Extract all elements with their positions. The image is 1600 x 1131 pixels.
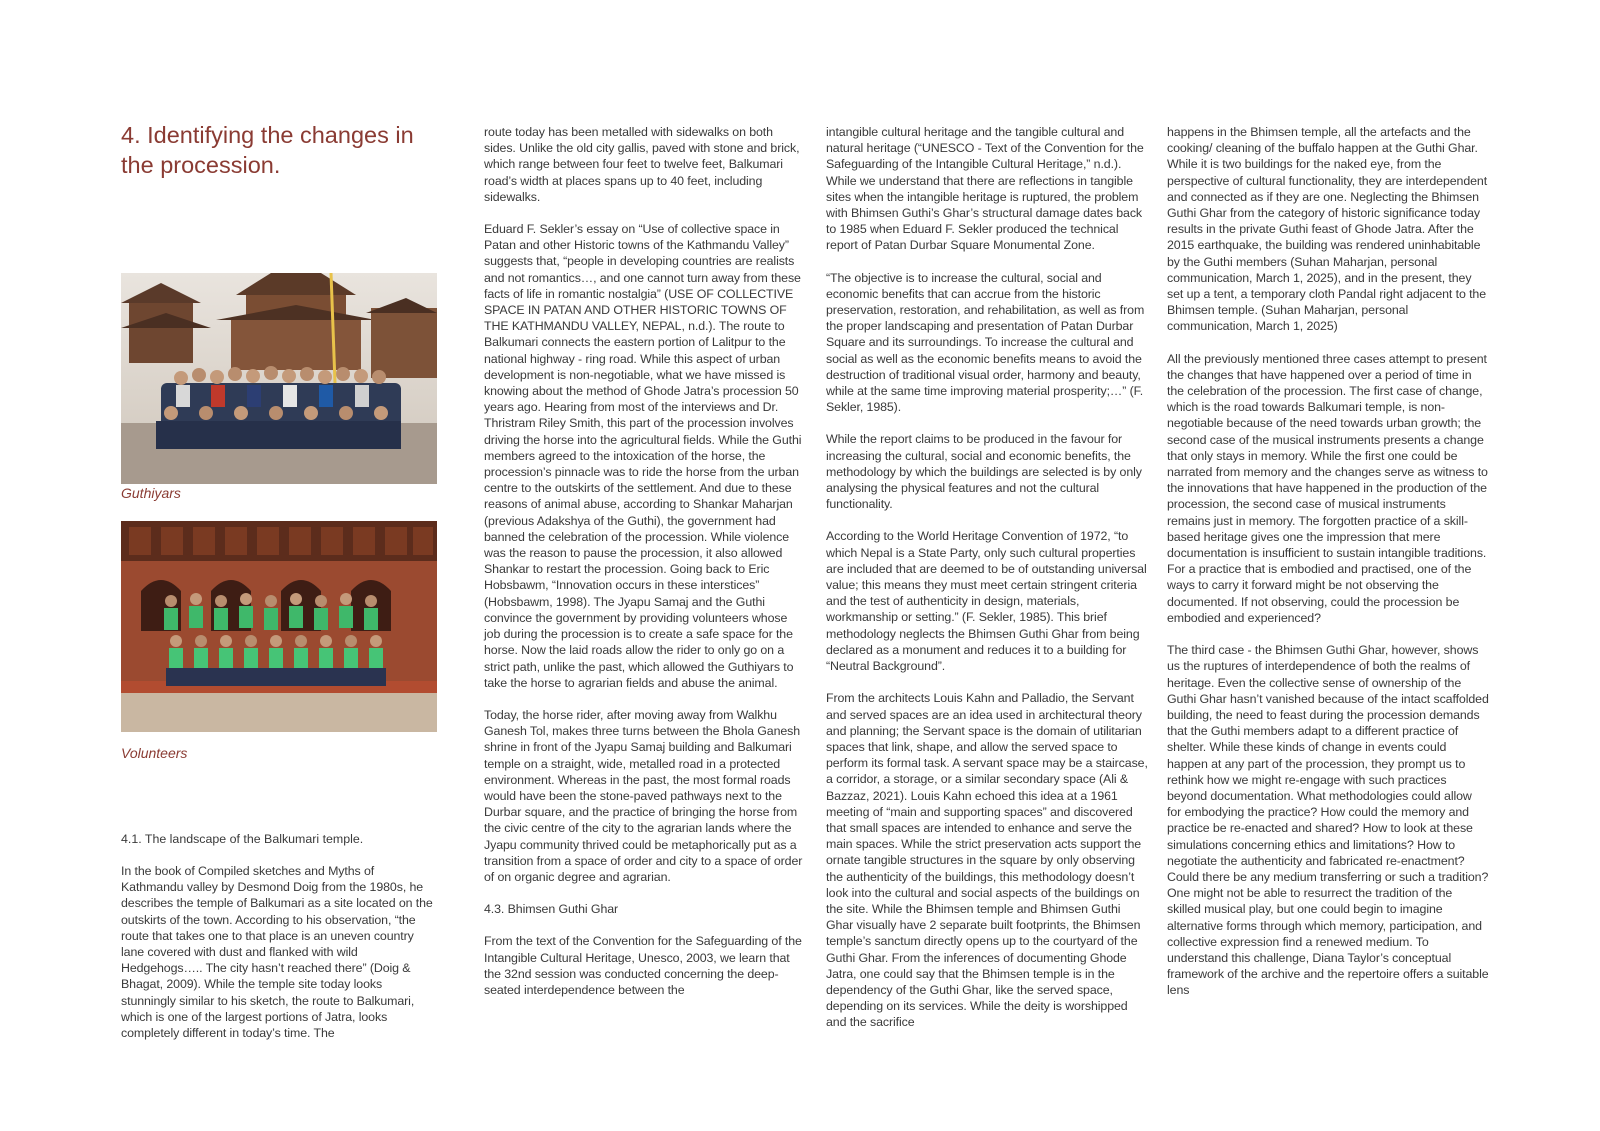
guthiyars-photo-illustration bbox=[121, 273, 437, 484]
subsection-4-1-paragraph: In the book of Compiled sketches and Myths of Kathmandu valley by Desmond Doig from the 1980s, he describes the temple of Balkumari as a site located on the outskirts of the town. According to his observation, “the route that takes one to that place is an uneven country lane covered with dust and flanked with wild Hedgehogs….. The city hasn’t reached there” (Doig & Bhagat, 2009). While the temple site today looks stunningly similar to his sketch, the route to Balkumari, which is one of the largest portions of Jatra, looks completely different in today’s time. The bbox=[121, 864, 433, 1041]
figure-caption-volunteers: Volunteers bbox=[121, 745, 188, 761]
volunteers-photo-illustration bbox=[121, 521, 437, 732]
subsection-heading-4-1: 4.1. The landscape of the Balkumari temple. bbox=[121, 832, 364, 846]
column-4-paragraph-3: The third case - the Bhimsen Guthi Ghar, however, shows us the ruptures of interdependence of both the realms of heritage. Even the collective sense of ownership of the Guthi Ghar hasn’t vanished because of the intact scaffolded building, the need to feast during the procession demands that the Guthi members adapt to a different practice of shelter. While these kinds of change in events could happen at any part of the procession, they prompt us to rethink how we might re-engage with such practices beyond documentation. What methodologies could allow for embodying the practice? How could the memory and practice be re-enacted and shared? How to look at these simulations concerning ethics and limitations? How to negotiate the authenticity and fabricated re-enactment? Could there be any medium transferring or such a tradition? One might not be able to resurrect the tradition of the skilled musical play, but one could begin to imagine alternative forms through which memory, participation, and collective expression find a renewed medium. To understand this challenge, Diana Taylor’s conceptual framework of the archive and the repertoire offers a suitable lens bbox=[1167, 643, 1489, 998]
column-2-paragraph-4: From the text of the Convention for the Safeguarding of the Intangible Cultural Heritage, Unesco, 2003, we learn that the 32nd session was conducted concerning the deep-seated interdependence between the bbox=[484, 934, 802, 997]
column-4 bbox=[1167, 124, 1489, 1015]
column-3-paragraph-3: While the report claims to be produced in the favour for increasing the cultural, social and economic benefits, the methodology by which the buildings are selected is by only analysing the physical features and not the cultural functionality. bbox=[826, 432, 1142, 512]
column-4-paragraph-1: happens in the Bhimsen temple, all the artefacts and the cooking/ cleaning of the buffalo happen at the Guthi Ghar. While it is two buildings for the naked eye, from the perspective of cultural functionality, they are interdependent and connected as if they are one. Neglecting the Bhimsen Guthi Ghar from the category of historic significance today results in the private Guthi feast of Ghode Jatra. After the 2015 earthquake, the building was rendered uninhabitable by the Guthi members (Suhan Maharjan, personal communication, March 1, 2025), and in the present, they set up a tent, a temporary cloth Pandal right adjacent to the Bhimsen temple. (Suhan Maharjan, personal communication, March 1, 2025) bbox=[1167, 125, 1488, 334]
column-3-paragraph-4: According to the World Heritage Convention of 1972, “to which Nepal is a State Party, only such cultural properties are included that are deemed to be of outstanding universal value; this means they must meet certain stringent criteria and the test of authenticity in design, materials, workmanship or setting.” (F. Sekler, 1985). This brief methodology neglects the Bhimsen Guthi Ghar from being declared as a monument and reduces it to a building for “Neutral Background”. bbox=[826, 529, 1147, 674]
column-3-paragraph-5: From the architects Louis Kahn and Palladio, the Servant and served spaces are an idea used in architectural theory and planning; the Servant space is the domain of utilitarian spaces that link, shape, and allow the served space to perform its formal task. A servant space may be a staircase, a corridor, a storage, or a similar secondary space (Ali & Bazzaz, 2021). Louis Kahn echoed this idea at a 1961 meeting of “main and supporting spaces” and discovered that small spaces are intended to enhance and serve the main spaces. While the strict preservation acts support the ornate tangible structures in the square by only observing the authenticity of the buildings, this methodology doesn’t look into the cultural and social aspects of the buildings on the site. While the Bhimsen temple and Bhimsen Guthi Ghar visually have 2 separate built footprints, the Bhimsen temple’s sanctum directly opens up to the courtyard of the Guthi Ghar. From the inferences of documenting Ghode Jatra, one could say that the Bhimsen temple is in the dependency of the Guthi Ghar, like the served space, depending on its services. While the deity is worshipped and the sacrifice bbox=[826, 691, 1148, 1030]
figure-caption-guthiyars: Guthiyars bbox=[121, 485, 181, 501]
column-3 bbox=[826, 124, 1148, 1047]
column-3-paragraph-2: “The objective is to increase the cultural, social and economic benefits that can accrue from the historic preservation, restoration, and rehabilitation, as well as from the proper landscaping and presentation of Patan Durbar Square and its surroundings. To increase the cultural and social as well as the economic benefits means to avoid the destruction of traditional visual order, harmony and beauty, while at the same time improving material prosperity;…” (F. Sekler, 1985). bbox=[826, 270, 1145, 415]
section-title: 4. Identifying the changes in the procession. bbox=[121, 122, 414, 178]
column-2-paragraph-2: Eduard F. Sekler’s essay on “Use of collective space in Patan and other Historic towns of the Kathmandu Valley” suggests that, “people in developing countries are realists and not romantics…, and one cannot turn away from these facts of life in romantic nostalgia” (USE OF COLLECTIVE SPACE IN PATAN AND OTHER HISTORIC TOWNS OF THE KATHMANDU VALLEY, NEPAL, n.d.). The route to Balkumari connects the eastern portion of Lalitpur to the national highway - ring road. While this aspect of urban development is non-negotiable, what we have missed is knowing about the method of Ghode Jatra’s procession 50 years ago. Hearing from most of the interviews and Dr. Thristram Riley Smith, this part of the procession involves driving the horse into the agricultural fields. While the Guthi members agreed to the intoxication of the horse, the procession’s pinnacle was to ride the horse from the urban centre to the outskirts of the settlement. And due to these reasons of animal abuse, according to Shankar Maharjan (previous Adakshya of the Guthi), the government had banned the celebration of the procession. While violence was the reason to pause the procession, it also allowed Shankar to restart the procession. Going back to Eric Hobsbawm, “Innovation occurs in these interstices” (Hobsbawm, 1998). The Jyapu Samaj and the Guthi convince the government by providing volunteers whose job during the procession is to create a safe space for the horse. Now the laid roads allow the rider to only go on a strict path, unlike the past, which allowed the Guthiyars to take the horse to agrarian fields and abuse the animal. bbox=[484, 222, 802, 690]
column-2 bbox=[484, 124, 806, 1014]
guthiyars-photo bbox=[121, 273, 437, 484]
volunteers-photo bbox=[121, 521, 437, 732]
column-3-paragraph-1: intangible cultural heritage and the tangible cultural and natural heritage (“UNESCO - Text of the Convention for the Safeguarding of the Intangible Cultural Heritage,” n.d.). While we understand that there are reflections in tangible sites when the intangible heritage is ruptured, the problem with Bhimsen Guthi’s Ghar’s structural damage dates back to 1985 when Eduard F. Sekler produced the technical report of Patan Durbar Square Monumental Zone. bbox=[826, 125, 1144, 253]
column-4-paragraph-2: All the previously mentioned three cases attempt to present the changes that have happened over a period of time in the celebration of the procession. The first case of change, which is the road towards Balkumari temple, is non-negotiable because of the need towards urban growth; the second case of the musical instruments presents a change that only stays in memory. While the first one could be narrated from memory and the changes serve as witness to the innovations that have happened in the production of the procession, the second case of musical instruments remains just in memory. The forgotten practice of a skill-based heritage gives one the impression that mere documentation is insufficient to sustain intangible traditions. For a practice that is embodied and practised, one of the ways to carry it forward might be not observing the documented. If not observing, could the procession be embodied and experienced? bbox=[1167, 351, 1488, 625]
column-2-paragraph-1: route today has been metalled with sidewalks on both sides. Unlike the old city gallis, paved with stone and brick, which range between four feet to twelve feet, Balkumari road’s width at places spans up to 40 feet, including sidewalks. bbox=[484, 125, 800, 204]
subsection-heading-4-3: 4.3. Bhimsen Guthi Ghar bbox=[484, 902, 619, 917]
column-2-paragraph-3: Today, the horse rider, after moving away from Walkhu Ganesh Tol, makes three turns between the Bhola Ganesh shrine in front of the Jyapu Samaj building and Balkumari temple on a straight, wide, metalled road in a protected environment. Whereas in the past, the most formal roads would have been the stone-paved pathways next to the Durbar square, and the practice of bringing the horse from the civic centre of the city to the agrarian lands where the Jyapu community thrived could be metaphorically put as a transition from a space of order and city to a space of order of on organic degree and agrarian. bbox=[484, 707, 803, 884]
